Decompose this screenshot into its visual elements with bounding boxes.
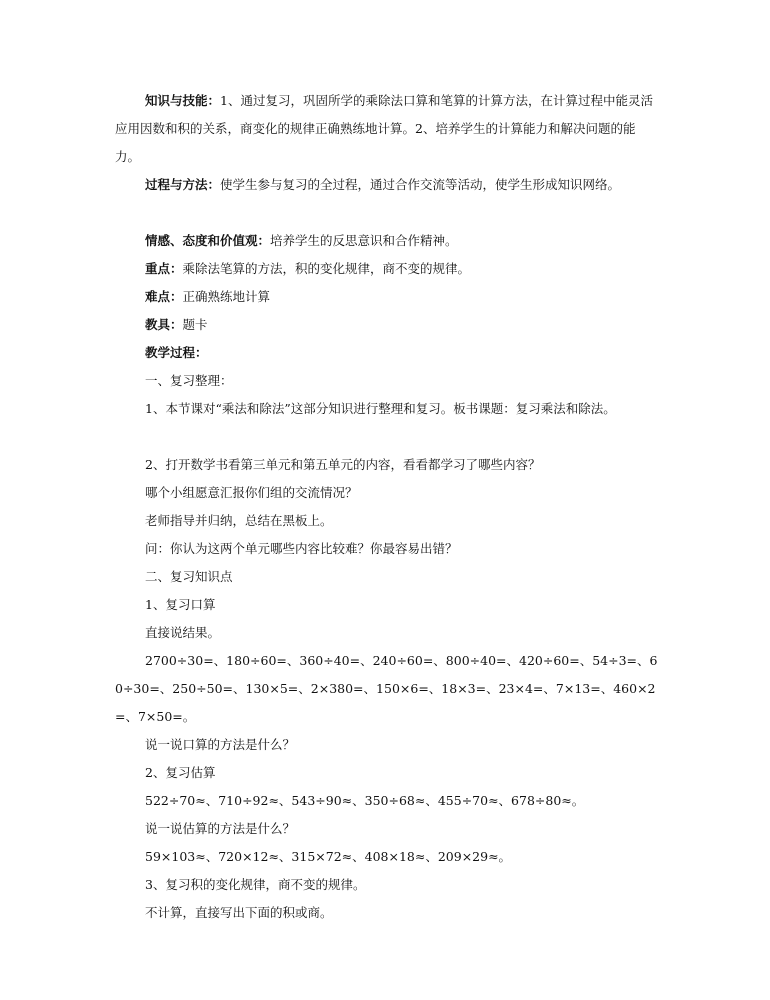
rules-instruction: 不计算，直接写出下面的积或商。: [145, 905, 333, 920]
teaching-process-heading: [115, 339, 660, 367]
oral-calculation-instruction: 直接说结果。: [145, 625, 221, 640]
objective-knowledge: [115, 87, 660, 171]
oral-calculation-title: 1、复习口算: [145, 597, 216, 612]
objective-process-label: 过程与方法：: [145, 177, 221, 192]
estimation-title: 2、复习估算: [145, 765, 216, 780]
teaching-tools: [115, 311, 660, 339]
difficulty: [115, 283, 660, 311]
section2-heading: 二、复习知识点: [145, 569, 233, 584]
objective-emotion: [115, 227, 660, 255]
section1-paragraph-5: 问：你认为这两个单元哪些内容比较难？你最容易出错？: [145, 541, 458, 556]
oral-calculation-problems: 2700÷30=、180÷60=、360÷40=、240÷60=、800÷40=、420÷60=、54÷3=、60÷30=、250÷50=、130×5=、2×380=、150×6=、18×3=、23×4=、7×13=、460×2=、7×50=。: [115, 653, 658, 724]
estimation-question: 说一说估算的方法是什么？: [145, 821, 296, 836]
difficulty-label: 难点：: [145, 289, 183, 304]
section1-paragraph-4: 老师指导并归纳，总结在黑板上。: [145, 513, 333, 528]
objective-knowledge-text: 1、通过复习，巩固所学的乘除法口算和笔算的计算方法，在计算过程中能灵活应用因数和积的关系，商变化的规律正确熟练地计算。2、培养学生的计算能力和解决问题的能力。: [115, 93, 653, 164]
objective-knowledge-label: 知识与技能：: [145, 93, 221, 108]
teaching-tools-label: 教具：: [145, 317, 183, 332]
section1-paragraph-1: 1、本节课对“乘法和除法”这部分知识进行整理和复习。板书课题：复习乘法和除法。: [145, 401, 616, 416]
key-point: [115, 255, 660, 283]
section1-paragraph-2: 2、打开数学书看第三单元和第五单元的内容，看看都学习了哪些内容？: [145, 457, 541, 472]
key-point-text: 乘除法笔算的方法，积的变化规律，商不变的规律。: [182, 261, 471, 276]
teaching-tools-text: 题卡: [182, 317, 208, 332]
estimation-problems-2: 59×103≈、720×12≈、315×72≈、408×18≈、209×29≈。: [145, 849, 512, 864]
key-point-label: 重点：: [145, 261, 183, 276]
objective-emotion-text: 培养学生的反思意识和合作精神。: [270, 233, 458, 248]
objective-process-text: 使学生参与复习的全过程，通过合作交流等活动，使学生形成知识网络。: [220, 177, 621, 192]
difficulty-text: 正确熟练地计算: [182, 289, 271, 304]
objective-process: [115, 171, 660, 199]
estimation-problems-1: 522÷70≈、710÷92≈、543÷90≈、350÷68≈、455÷70≈、678÷80≈。: [145, 793, 585, 808]
rules-title: 3、复习积的变化规律，商不变的规律。: [145, 877, 366, 892]
objective-emotion-label: 情感、态度和价值观：: [145, 233, 271, 248]
teaching-process-label: 教学过程：: [145, 345, 208, 360]
oral-calculation-question: 说一说口算的方法是什么？: [145, 737, 296, 752]
section1-paragraph-3: 哪个小组愿意汇报你们组的交流情况？: [145, 485, 358, 500]
section1-heading: 一、复习整理：: [145, 373, 233, 388]
